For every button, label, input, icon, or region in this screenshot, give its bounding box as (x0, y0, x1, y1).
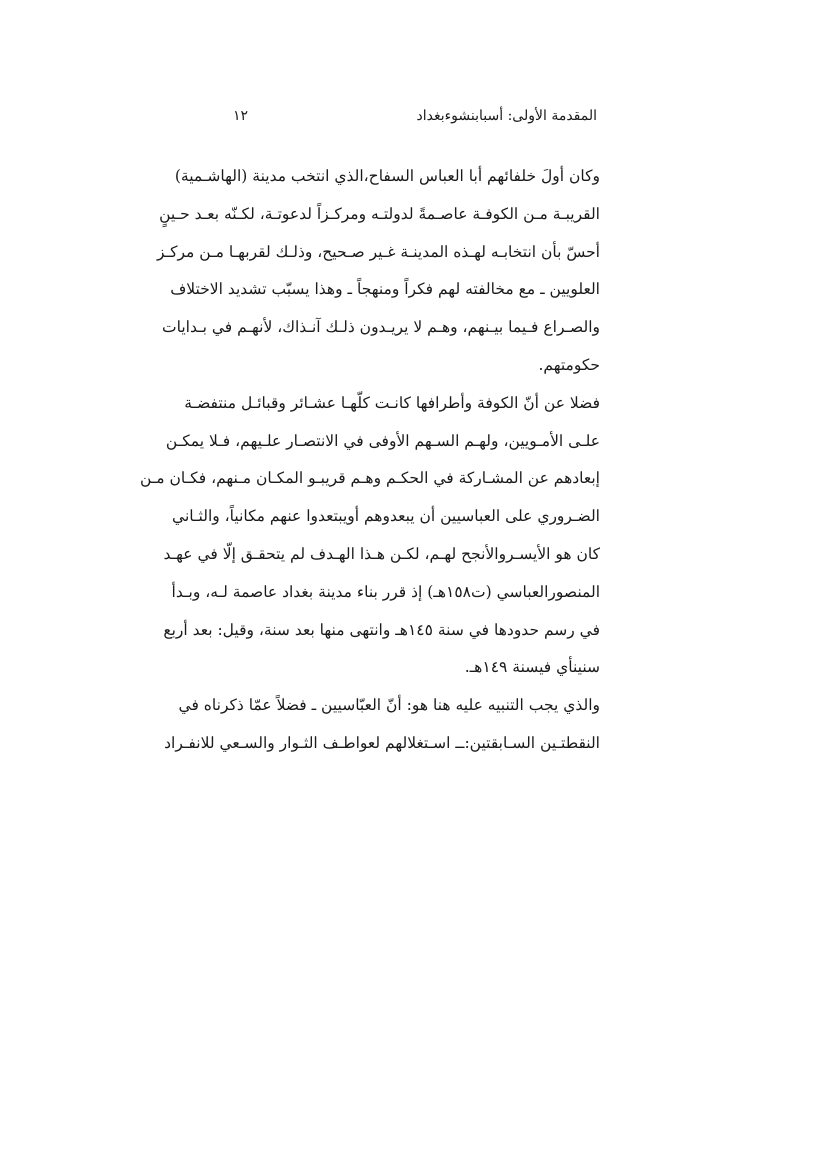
text-line: أحسّ بأن انتخابـه لهـذه المدينـة غـير صـحيح، وذلـك لقربهـا مـن مركـز (157, 242, 600, 261)
body-text (139, 158, 600, 763)
chapter-title: المقدمة الأولى: أسبابنشوءبغداد (416, 108, 597, 124)
text-line: علـى الأمـويين، ولهـم السـهم الأوفى في الانتصـار علـيهم، فـلا يمكـن (165, 431, 600, 450)
text-line: القريبـة مـن الكوفـة عاصـمةً لدولتـه ومركـزاً لدعوتـة، لكـنّه بعـد حـينٍ (159, 204, 600, 223)
text-line: سنينأي فيسنة ١٤٩هـ. (464, 658, 600, 677)
text-line: والذي يجب التنبيه عليه هنا هو: أنّ العبّاسيين ـ فضلاً عمّا ذكرناه في (178, 696, 600, 715)
page-number: ١٢ (233, 108, 249, 124)
text-line: المنصورالعباسي (ت١٥٨هـ) إذ قرر بناء مدينة بغداد عاصمة لـه، وبـدأ (171, 582, 600, 601)
text-line: والصـراع فـيما بيـنهم، وهـم لا يريـدون ذلـك آنـذاك، لأنهـم في بـدايات (162, 318, 600, 337)
running-header (233, 108, 597, 136)
text-line: فضلا عن أنّ الكوفة وأطرافها كانـت كلّهـا عشـائر وقبائـل منتفضـة (184, 393, 600, 412)
text-line: النقطتـين السـابقتين:ــ اسـتغلالهم لعواطـف الثـوار والسـعي للانفـراد (164, 733, 600, 752)
text-line: وكان أولَ خلفائهم أبا العباس السفاح،الذي انتخب مدينة (الهاشـمية) (174, 167, 600, 185)
text-line: الضـروري على العباسيين أن يبعدوهم أويبتعدوا عنهم مكانياً، والثـاني (172, 507, 600, 526)
text-line: إبعادهم عن المشـاركة في الحكـم وهـم قريبـو المكـان مـنهم، فكـان مـن (139, 469, 600, 488)
text-line: حكومتهم. (538, 355, 600, 374)
text-line: العلويين ـ مع مخالفته لهم فكراً ومنهجاً ـ وهذا يسبّب تشديد الاختلاف (170, 280, 600, 299)
text-line: كان هو الأيسـروالأنجح لهـم، لكـن هـذا الهـدف لم يتحقـق إلّا في عهـد (163, 544, 600, 563)
text-line: في رسم حدودها في سنة ١٤٥هـ وانتهى منها بعد سنة، وقيل: بعد أربع (163, 620, 600, 639)
